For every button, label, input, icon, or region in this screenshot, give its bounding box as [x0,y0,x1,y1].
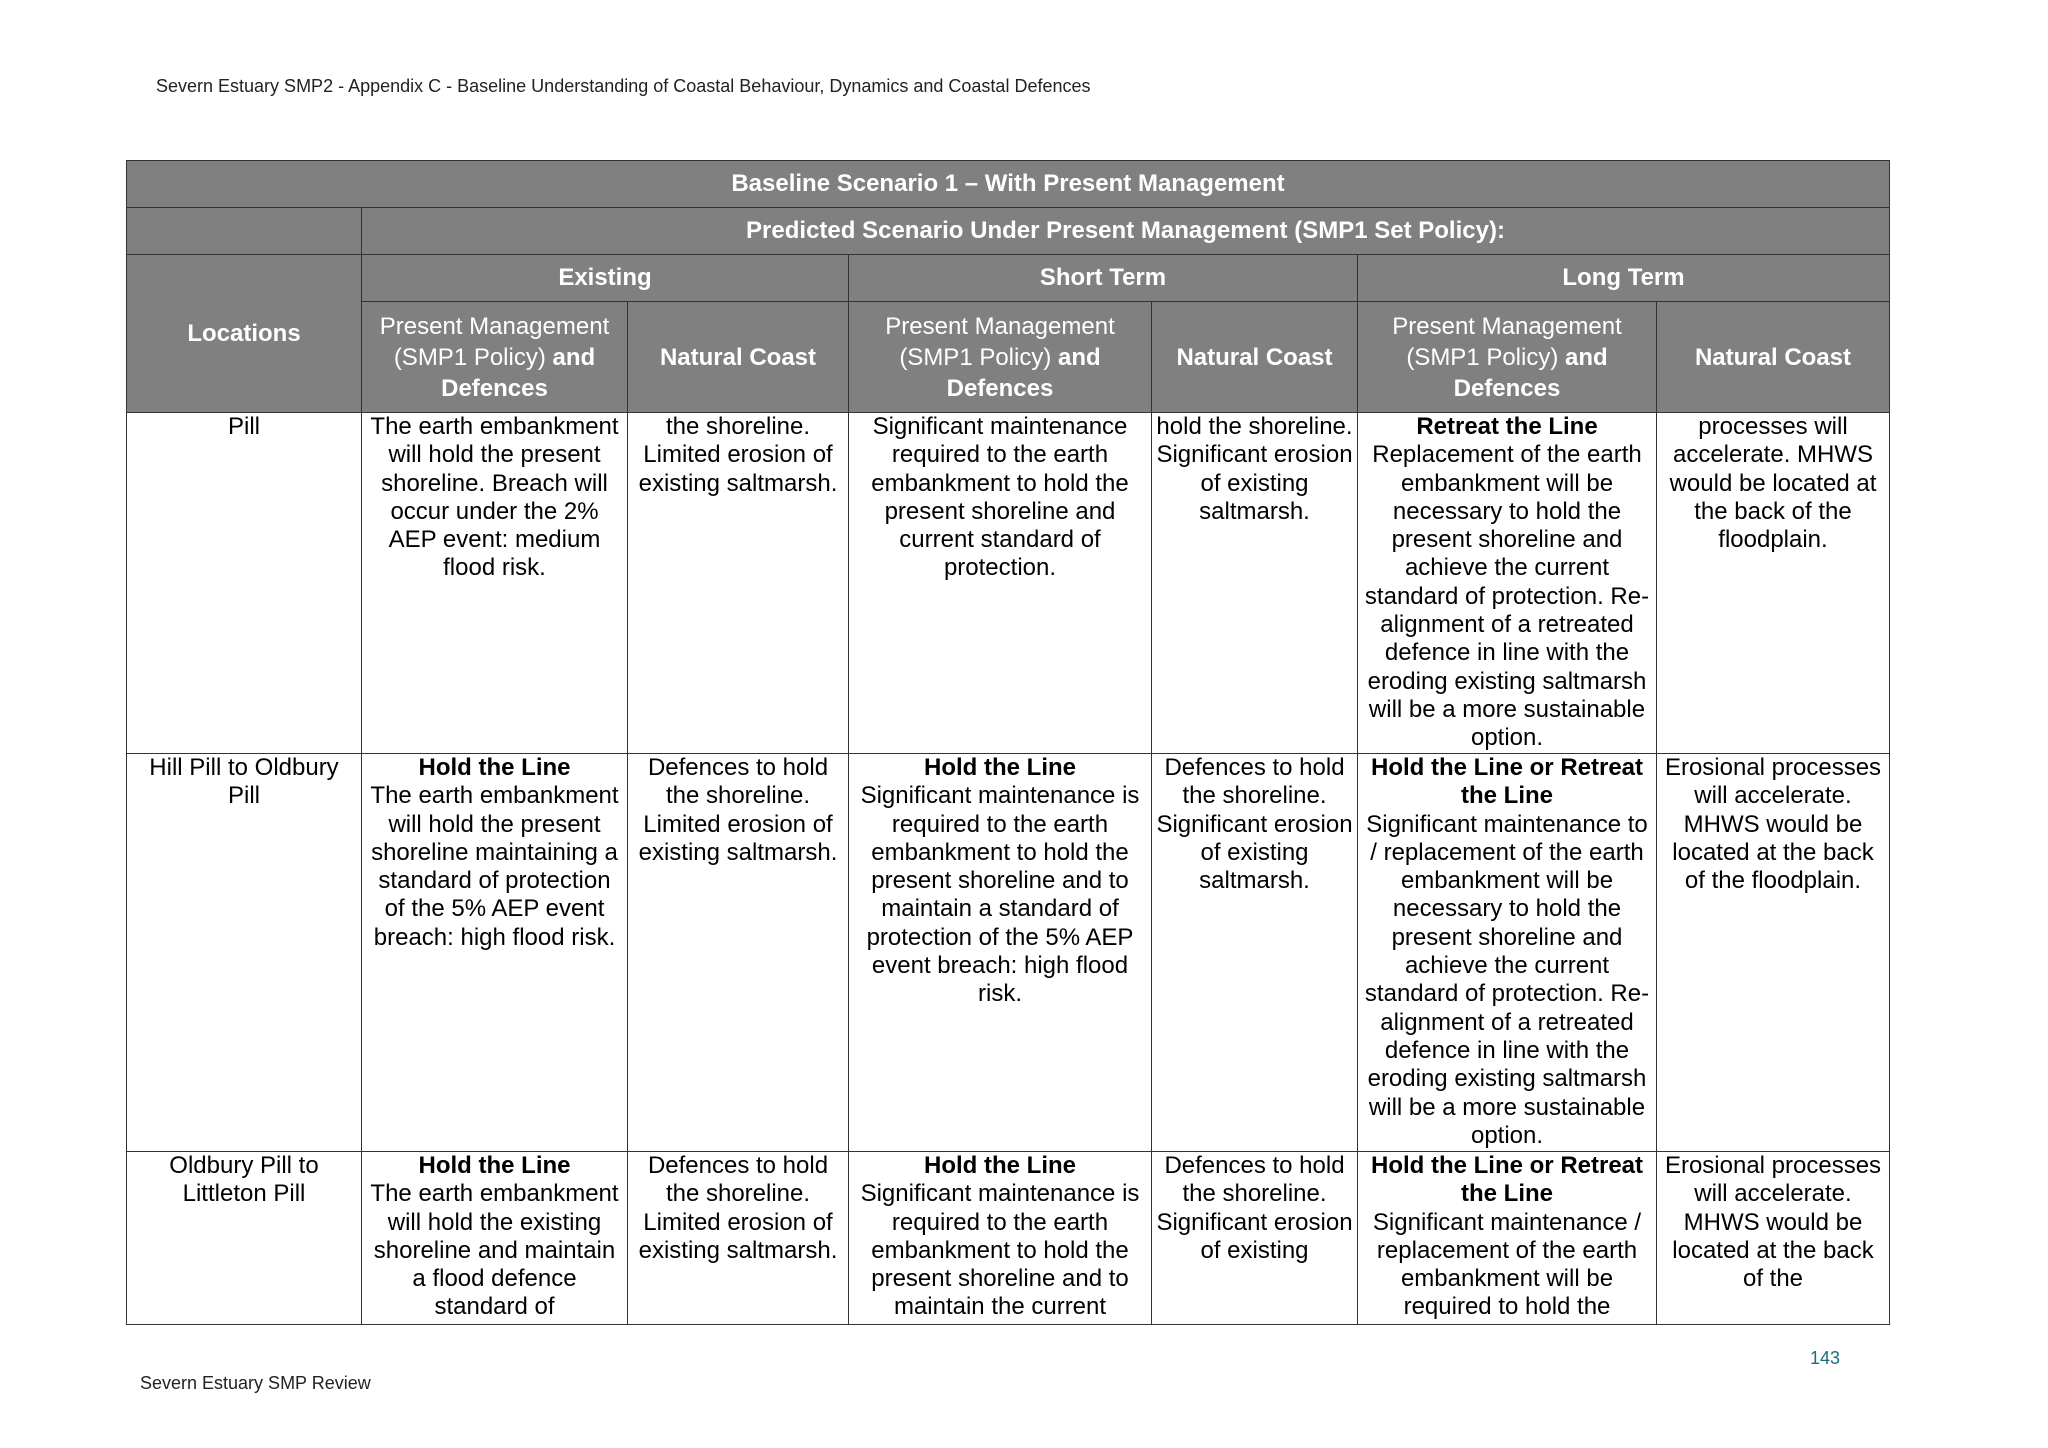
table-row [127,754,1890,1152]
location-text: Pill [227,413,260,440]
long-nc-cell [1657,754,1890,1152]
location-cell [127,1152,362,1325]
period-short-term-header: Short Term [849,255,1358,302]
existing-nc-cell [628,1152,849,1325]
pm-line3: Defences [441,374,548,402]
long-natural-coast-header: Natural Coast [1657,302,1890,413]
long-pm-cell [1358,754,1657,1152]
cell-text: Significant maintenance required to the earth embankment to hold the present shoreline and current standard of protection. [871,413,1129,582]
policy-label: Hold the Line or Retreat the Line [1370,1152,1644,1208]
cell-text: Significant maintenance is required to the earth embankment to hold the present shoreline and to maintain a standard of protection of the 5% AEP event breach: high flood risk. [860,782,1140,1008]
long-nc-cell [1657,1152,1890,1325]
short-nc-cell [1152,413,1358,754]
table-row [127,413,1890,754]
policy-label: Hold the Line [924,1152,1076,1179]
cell-text: Erosional processes will accelerate. MHWS would be located at the back of the [1664,1152,1882,1293]
page-number: 143 [1810,1348,1841,1368]
short-nc-cell [1152,754,1358,1152]
existing-nc-cell [628,413,849,754]
long-nc-cell [1657,413,1890,754]
pm-line1: Present Management [885,312,1115,340]
location-cell [127,754,362,1152]
running-header: Severn Estuary SMP2 - Appendix C - Baseline Understanding of Coastal Behaviour, Dynamics and Coastal Defences [156,76,1091,96]
cell-text: processes will accelerate. MHWS would be located at the back of the floodplain. [1669,413,1877,554]
baseline-table-container [126,160,1889,1325]
pm-line1: Present Management [1392,312,1622,340]
short-pm-cell [849,754,1152,1152]
existing-present-management-header [362,302,628,413]
cell-text: the shoreline. Limited erosion of existing saltmarsh. [638,413,838,497]
existing-pm-cell [362,1152,628,1325]
running-footer: Severn Estuary SMP Review [140,1373,371,1393]
short-pm-cell [849,413,1152,754]
pm-line2-bold: and [1565,343,1608,371]
existing-pm-cell [362,754,628,1152]
policy-label: Hold the Line [418,1152,571,1179]
cell-text: Significant maintenance to / replacement of the earth embankment will be necessary to hold the present shoreline and achieve the current standard of protection. Re-alignment of a retreated defence in line with the eroding existing saltmarsh will be a more sustainable option. [1364,810,1650,1149]
policy-label: Hold the Line [418,754,571,781]
location-text: Oldbury Pill to Littleton Pill [169,1152,319,1208]
cell-text: Erosional processes will accelerate. MHWS would be located at the back of the floodplain. [1664,754,1882,895]
cell-text: The earth embankment will hold the present shoreline. Breach will occur under the 2% AEP event: medium flood risk. [370,413,619,582]
locations-header: Locations [127,255,362,413]
table-title: Baseline Scenario 1 – With Present Management [127,161,1890,208]
policy-label: Hold the Line or Retreat the Line [1370,754,1644,810]
long-pm-cell [1358,1152,1657,1325]
cell-text: The earth embankment will hold the existing shoreline and maintain a flood defence standard of [370,1180,619,1321]
baseline-scenario-table [126,160,1890,1325]
long-present-management-header [1358,302,1657,413]
table-row [127,1152,1890,1325]
pm-line2-bold: and [552,343,596,371]
pm-line3: Defences [946,374,1054,402]
cell-text: hold the shoreline. Significant erosion of existing saltmarsh. [1156,413,1353,525]
pm-line2-bold: and [1058,343,1101,371]
pm-line1: Present Management [379,312,610,340]
period-long-term-header: Long Term [1358,255,1890,302]
period-existing-header: Existing [362,255,849,302]
pm-line2-normal: (SMP1 Policy) [899,343,1052,371]
pm-line2-normal: (SMP1 Policy) [393,343,546,371]
cell-text: The earth embankment will hold the present shoreline maintaining a standard of protection of the 5% AEP event breach: high flood risk. [370,782,619,951]
location-cell [127,413,362,754]
location-text: Hill Pill to Oldbury Pill [149,754,339,810]
cell-text: Defences to hold the shoreline. Limited erosion of existing saltmarsh. [638,754,838,866]
pm-line3: Defences [1453,374,1561,402]
policy-label: Retreat the Line [1416,413,1598,440]
long-pm-cell [1358,413,1657,754]
cell-text: Defences to hold the shoreline. Significant erosion of existing [1156,1152,1353,1264]
cell-text: Defences to hold the shoreline. Limited erosion of existing saltmarsh. [638,1152,838,1264]
table-subtitle: Predicted Scenario Under Present Management (SMP1 Set Policy): [362,208,1890,255]
existing-natural-coast-header: Natural Coast [628,302,849,413]
cell-text: Replacement of the earth embankment will be necessary to hold the present shoreline and achieve the current standard of protection. Re-alignment of a retreated defence in line with the eroding existing saltmarsh will be a more sustainable option. [1364,441,1650,752]
cell-text: Significant maintenance is required to the earth embankment to hold the present shoreline and to maintain the current [860,1180,1140,1321]
existing-nc-cell [628,754,849,1152]
cell-text: Defences to hold the shoreline. Significant erosion of existing saltmarsh. [1156,754,1353,895]
short-nc-cell [1152,1152,1358,1325]
header-spacer [127,208,362,255]
cell-text: Significant maintenance / replacement of the earth embankment will be required to hold the [1372,1208,1642,1321]
existing-pm-cell [362,413,628,754]
short-natural-coast-header: Natural Coast [1152,302,1358,413]
pm-line2-normal: (SMP1 Policy) [1406,343,1559,371]
short-present-management-header [849,302,1152,413]
policy-label: Hold the Line [924,754,1076,781]
short-pm-cell [849,1152,1152,1325]
